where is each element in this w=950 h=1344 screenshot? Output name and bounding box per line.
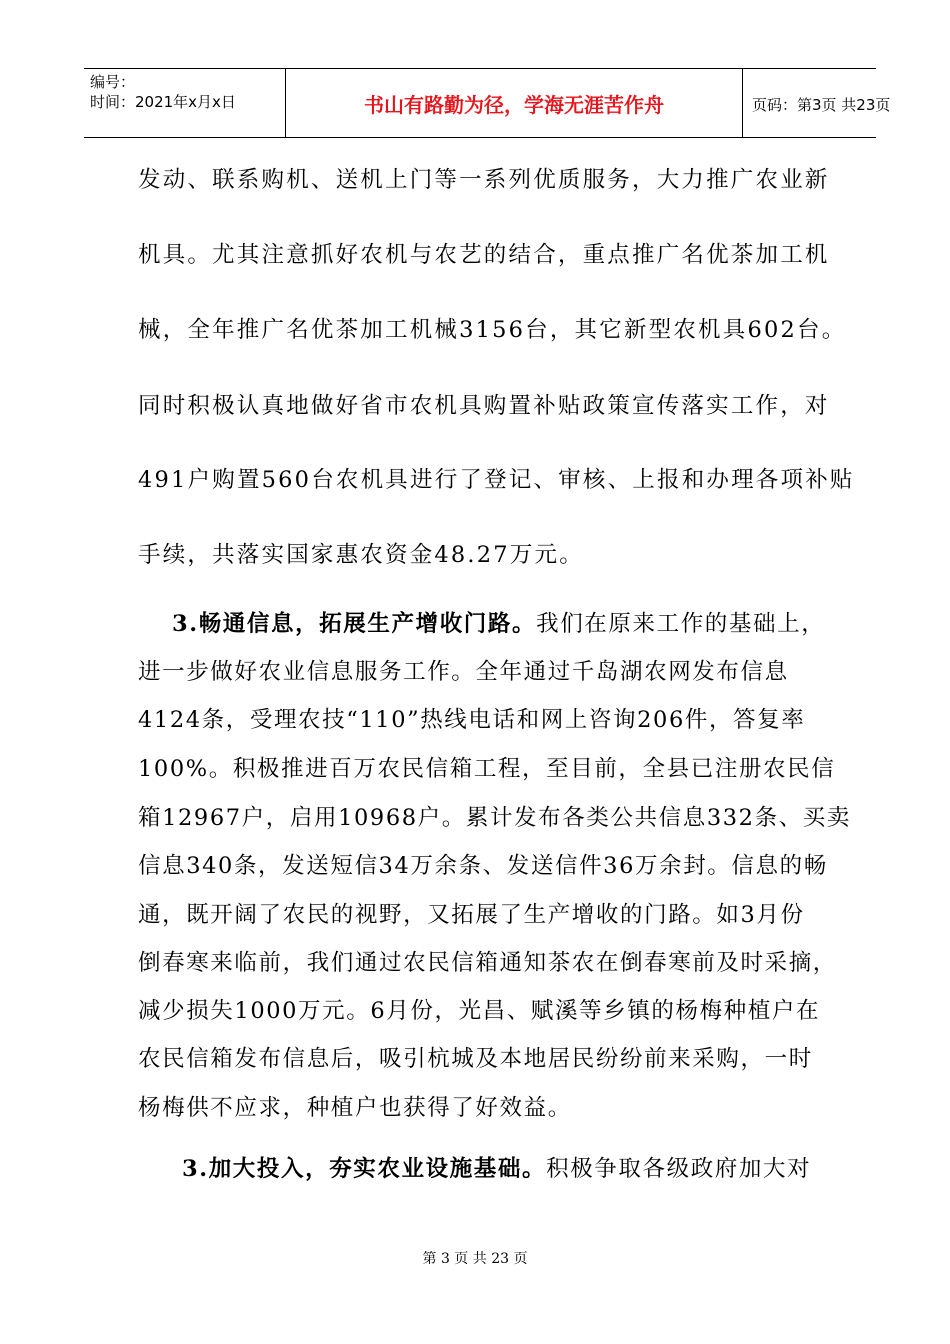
number-label: 编号： [90, 73, 136, 91]
body-line: 杨梅供不应求，种植户也获得了好效益。 [138, 1095, 572, 1121]
section-3-heading: 3.畅通信息，拓展生产增收门路。 [172, 611, 537, 637]
body-line: 农民信箱发布信息后，吸引杭城及本地居民纷纷前来采购，一时 [138, 1046, 813, 1072]
body-line: 手续，共落实国家惠农资金48.27万元。 [138, 542, 584, 568]
body-line: 通，既开阔了农民的视野，又拓展了生产增收的门路。如3月份 [138, 902, 805, 928]
page-label: 页码：第3页 共23页 [752, 96, 891, 114]
header-page-cell [744, 69, 891, 137]
section-3-first-rest: 我们在原来工作的基础上， [536, 611, 826, 637]
body-line: 箱12967户，启用10968户。累计发布各类公共信息332条、买卖 [138, 805, 851, 831]
body-line: 信息340条，发送短信34万余条、发送信件36万余封。信息的畅 [138, 853, 828, 879]
section-3-first-line [172, 610, 825, 638]
body-line: 100%。积极推进百万农民信箱工程，至目前，全县已注册农民信 [138, 756, 836, 782]
page-header [84, 68, 891, 138]
body-line: 4124条，受理农技“110”热线电话和网上咨询206件，答复率 [138, 707, 806, 733]
header-motto-cell [286, 69, 743, 137]
body-line: 减少损失1000万元。6月份，光昌、赋溪等乡镇的杨梅种植户在 [138, 998, 821, 1024]
section-3b-rest: 积极争取各级政府加大对 [546, 1156, 812, 1182]
body-line: 械，全年推广名优茶加工机械3156台，其它新型农机具602台。 [138, 317, 847, 343]
section-3b-heading: 3.加大投入，夯实农业设施基础。 [182, 1156, 547, 1182]
time-label: 时间：2021年x月x日 [90, 93, 236, 111]
body-line: 发动、联系购机、送机上门等一系列优质服务，大力推广农业新 [138, 167, 830, 193]
section-3b-line [182, 1155, 811, 1183]
body-line: 进一步做好农业信息服务工作。全年通过千岛湖农网发布信息 [138, 659, 789, 685]
page-footer: 第 3 页 共 23 页 [422, 1251, 528, 1267]
body-line: 机具。尤其注意抓好农机与农艺的结合，重点推广名优茶加工机 [138, 242, 830, 268]
body-line: 491户购置560台农机具进行了登记、审核、上报和办理各项补贴 [138, 467, 855, 493]
header-meta-cell [84, 69, 286, 137]
body-line: 同时积极认真地做好省市农机具购置补贴政策宣传落实工作，对 [138, 393, 830, 419]
body-line: 倒春寒来临前，我们通过农民信箱通知茶农在倒春寒前及时采摘， [138, 950, 837, 976]
motto-text: 书山有路勤为径，学海无涯苦作舟 [364, 93, 664, 117]
